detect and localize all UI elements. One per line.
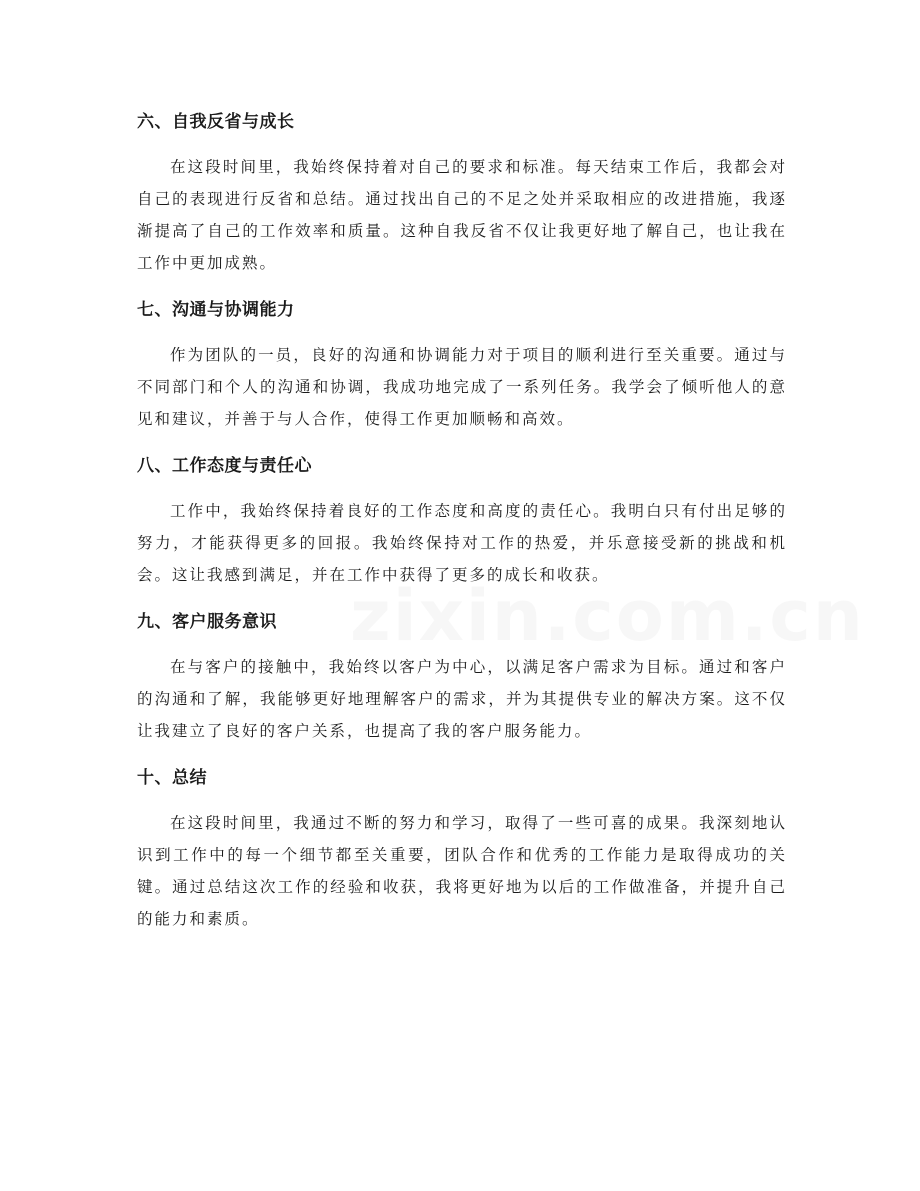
document-body — [137, 104, 787, 948]
section-heading: 八、工作态度与责任心 — [137, 456, 312, 476]
section-customer-service — [137, 604, 787, 747]
section-summary — [137, 760, 787, 935]
watermark: zixin.com.cn — [350, 575, 865, 657]
section-self-reflection — [137, 104, 787, 279]
section-communication — [137, 292, 787, 435]
section-heading: 六、自我反省与成长 — [137, 112, 295, 132]
section-paragraph: 作为团队的一员，良好的沟通和协调能力对于项目的顺利进行至关重要。通过与不同部门和个人的沟通和协调，我成功地完成了一系列任务。我学会了倾听他人的意见和建议，并善于与人合作，使得工作更加顺畅和高效。 — [137, 346, 787, 428]
section-paragraph: 在这段时间里，我始终保持着对自己的要求和标准。每天结束工作后，我都会对自己的表现进行反省和总结。通过找出自己的不足之处并采取相应的改进措施，我逐渐提高了自己的工作效率和质量。这种自我反省不仅让我更好地了解自己，也让我在工作中更加成熟。 — [137, 158, 787, 272]
section-work-attitude — [137, 448, 787, 591]
section-paragraph: 在与客户的接触中，我始终以客户为中心，以满足客户需求为目标。通过和客户的沟通和了解，我能够更好地理解客户的需求，并为其提供专业的解决方案。这不仅让我建立了良好的客户关系，也提高了我的客户服务能力。 — [137, 658, 787, 740]
section-paragraph: 工作中，我始终保持着良好的工作态度和高度的责任心。我明白只有付出足够的努力，才能获得更多的回报。我始终保持对工作的热爱，并乐意接受新的挑战和机会。这让我感到满足，并在工作中获得了更多的成长和收获。 — [137, 502, 787, 584]
section-heading: 九、客户服务意识 — [137, 612, 277, 632]
section-heading: 七、沟通与协调能力 — [137, 300, 295, 320]
section-paragraph: 在这段时间里，我通过不断的努力和学习，取得了一些可喜的成果。我深刻地认识到工作中的每一个细节都至关重要，团队合作和优秀的工作能力是取得成功的关键。通过总结这次工作的经验和收获，我将更好地为以后的工作做准备，并提升自己的能力和素质。 — [137, 814, 787, 928]
section-heading: 十、总结 — [137, 768, 207, 788]
